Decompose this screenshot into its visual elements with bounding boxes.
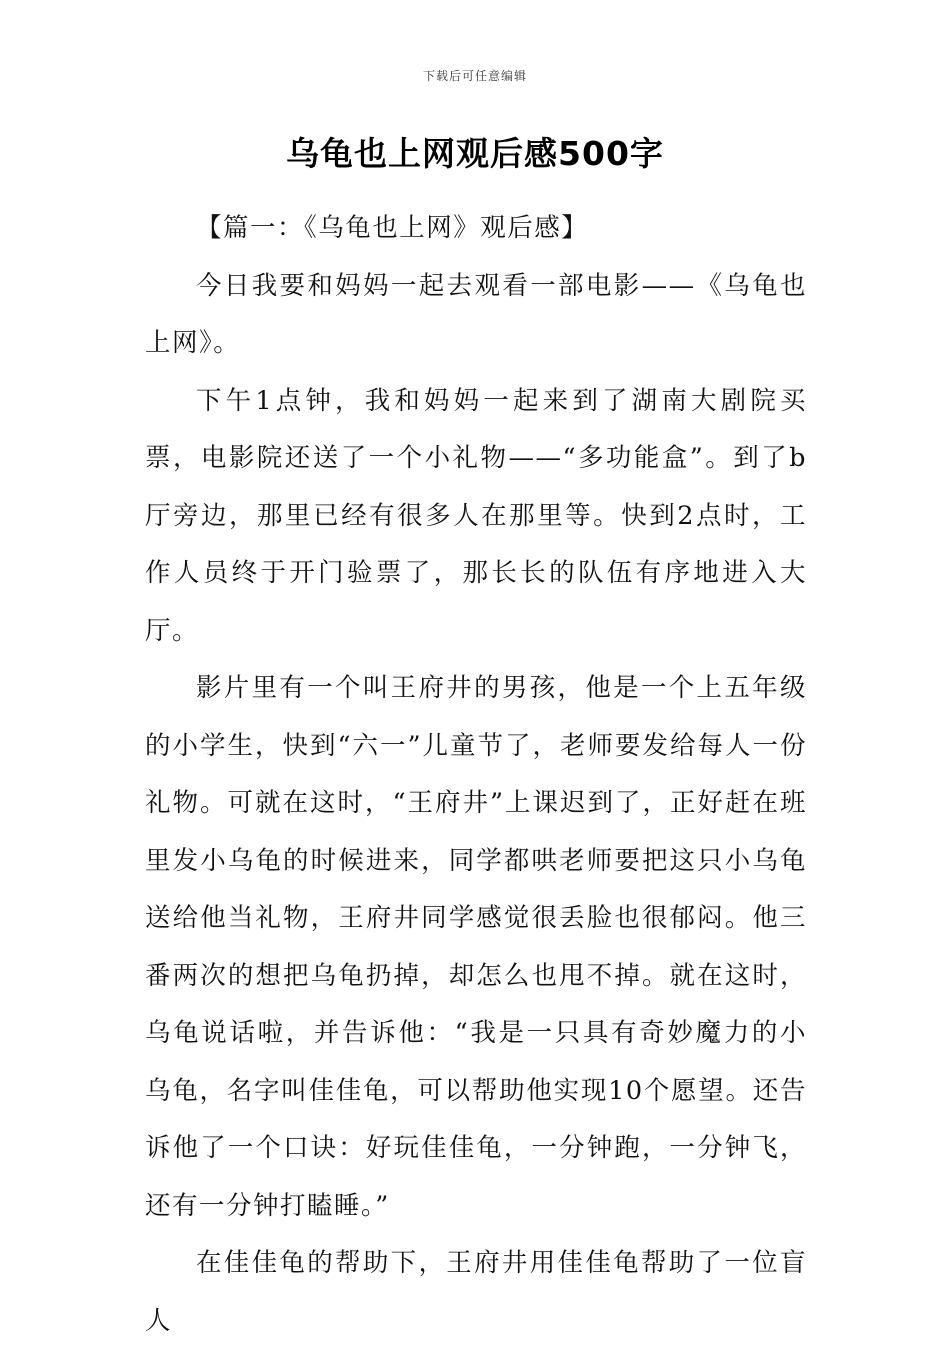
section-heading: 【篇一：《乌龟也上网》观后感】 [196,213,589,243]
document-body [145,200,807,1350]
document-title: 乌龟也上网观后感500字 [286,134,664,173]
paragraph: 今日我要和妈妈一起去观看一部电影——《乌龟也上网》。 [145,270,807,358]
paragraph: 下午1点钟，我和妈妈一起来到了湖南大剧院买票，电影院还送了一个小礼物——“多功能盒”。到了b厅旁边，那里已经有很多人在那里等。快到2点时，工作人员终于开门验票了，那长长的队伍有序地进入大厅。 [145,385,807,646]
paragraph: 在佳佳龟的帮助下，王府井用佳佳龟帮助了一位盲人 [145,1248,807,1336]
header-note: 下载后可任意编辑 [422,69,527,83]
paragraph: 影片里有一个叫王府井的男孩，他是一个上五年级的小学生，快到“六一”儿童节了，老师要发给每人一份礼物。可就在这时，“王府井”上课迟到了，正好赶在班里发小乌龟的时候进来，同学都哄老师要把这只小乌龟送给他当礼物，王府井同学感觉很丢脸也很郁闷。他三番两次的想把乌龟扔掉，却怎么也甩不掉。就在这时，乌龟说话啦，并告诉他：“我是一只具有奇妙魔力的小乌龟，名字叫佳佳龟，可以帮助他实现10个愿望。还告诉他了一个口诀：好玩佳佳龟，一分钟跑，一分钟飞，还有一分钟打瞌睡。” [145,673,807,1221]
